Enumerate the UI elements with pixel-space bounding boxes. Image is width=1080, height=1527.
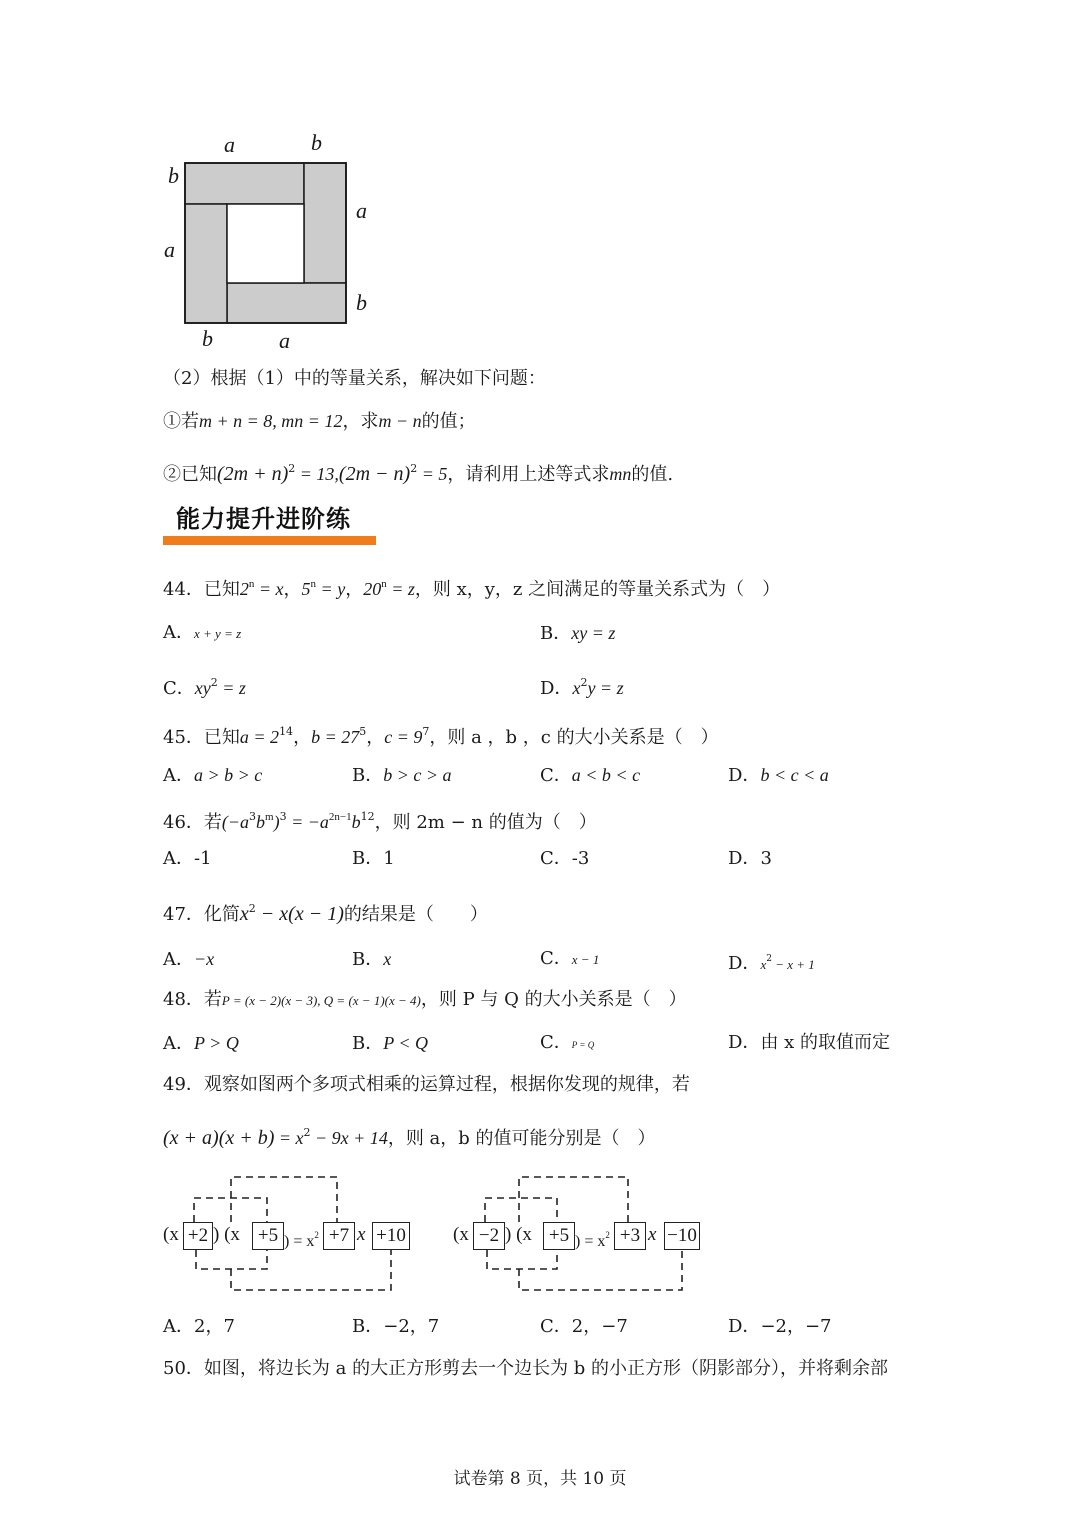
part2-intro: （2）根据（1）中的等量关系，解决如下问题：: [163, 368, 546, 389]
connector-right-top-inner: [485, 1198, 557, 1222]
q45-option-d[interactable]: D．b < c < a: [728, 765, 829, 786]
q47-option-c[interactable]: C．x − 1: [540, 948, 600, 969]
fig-left-box1: +2: [183, 1222, 213, 1250]
label-top-a: a: [224, 132, 235, 157]
rect-bottom: [227, 283, 346, 323]
part2-question-2: ②已知$(2m + n)^2 = 13,(2m - n)^2 = 5$，请利用上述等式求mn的值.: [163, 462, 674, 485]
label-right-a: a: [356, 198, 367, 223]
fig-left-box4: +10: [372, 1222, 410, 1250]
q45-stem: 45．已知$a = 2^{14}$，$b = 27^5$，$c = 9^7$，则 a ，b ，c 的大小关系是（ ）: [163, 725, 719, 748]
rect-right: [304, 163, 346, 283]
label-right-b: b: [356, 290, 367, 315]
section-title-underline: [163, 536, 376, 545]
fig-right-box3: +3: [614, 1222, 646, 1250]
q47-option-b[interactable]: B．x: [352, 949, 392, 970]
q44-option-b[interactable]: B．xy = z: [540, 623, 616, 644]
figure-square-rectangles: [150, 128, 390, 360]
rect-left: [185, 204, 227, 323]
q45-option-c[interactable]: C．a < b < c: [540, 765, 641, 786]
q50-stem: 50．如图，将边长为 a 的大正方形剪去一个边长为 b 的小正方形（阴影部分），并将剩余部: [163, 1358, 889, 1379]
fig-right-box4: −10: [664, 1222, 700, 1250]
fig-left-part1: (x: [163, 1224, 179, 1245]
q48-option-c[interactable]: C．P = Q: [540, 1032, 595, 1053]
part2-question-1: ①若m + n = 8, mn = 12，求m − n的值；: [163, 411, 476, 432]
q49-stem-line2: $(x + a)(x + b) = x^2 - 9x + 14$，则 a，b 的值可能分别是（ ）: [163, 1126, 656, 1149]
q49-option-d[interactable]: D．−2，−7: [728, 1316, 832, 1337]
q46-option-b[interactable]: B．1: [352, 848, 395, 869]
fig-right-box2: +5: [543, 1222, 575, 1250]
label-bottom-a: a: [279, 328, 290, 353]
connector-right-top-outer: [519, 1177, 628, 1222]
q44-option-c[interactable]: C．$xy^2 = z$: [163, 676, 246, 699]
q49-option-b[interactable]: B．−2，7: [352, 1316, 440, 1337]
q48-option-a[interactable]: A．P > Q: [163, 1033, 239, 1054]
q48-option-d[interactable]: D．由 x 的取值而定: [728, 1032, 891, 1053]
q49-stem-line1: 49．观察如图两个多项式相乘的运算过程，根据你发现的规律，若: [163, 1074, 690, 1095]
page-footer: 试卷第 8 页，共 10 页: [453, 1469, 627, 1489]
q48-option-b[interactable]: B．P < Q: [352, 1033, 429, 1054]
q49-option-c[interactable]: C．2，−7: [540, 1316, 628, 1337]
label-bottom-b: b: [202, 326, 213, 351]
fig-right-part4: x: [648, 1224, 657, 1245]
fig-left-part2: ) (x: [213, 1224, 240, 1245]
fig-left-box2: +5: [252, 1222, 284, 1250]
connector-right-bottom-inner: [487, 1250, 557, 1269]
q46-option-d[interactable]: D．3: [728, 848, 772, 869]
label-top-b: b: [311, 130, 322, 155]
inner-square: [227, 204, 304, 283]
connector-left-bottom-outer: [231, 1250, 391, 1290]
connector-left-top-outer: [231, 1177, 337, 1222]
label-left-b: b: [168, 163, 179, 188]
fig-left-box3: +7: [323, 1222, 355, 1250]
fig-left-part3: ) = $x^2$: [284, 1230, 319, 1250]
math-expr: m + n = 8, mn = 12: [199, 411, 343, 431]
fig-right-part2: ) (x: [505, 1224, 532, 1245]
label-left-a: a: [164, 237, 175, 262]
q48-stem: 48．若P = (x − 2)(x − 3), Q = (x − 1)(x − 4)，则 P 与 Q 的大小关系是（ ）: [163, 989, 687, 1010]
fig-left-part4: x: [357, 1224, 366, 1245]
fig-right-part3: ) = $x^2$: [575, 1230, 610, 1250]
q45-option-b[interactable]: B．b > c > a: [352, 765, 452, 786]
math-expr: m − n: [378, 411, 422, 431]
q47-option-d[interactable]: D．$x^2 - x + 1$: [728, 953, 815, 974]
q46-option-a[interactable]: A．-1: [163, 848, 212, 869]
circled-number-1: ①: [163, 411, 181, 432]
q46-stem: 46．若$(-a^3b^m)^3 = -a^{2n-1}b^{12}$，则 2m − n 的值为（ ）: [163, 810, 597, 833]
q44-option-a[interactable]: A．x + y = z: [163, 622, 242, 643]
q49-option-a[interactable]: A．2，7: [163, 1316, 235, 1337]
fig-right-box1: −2: [473, 1222, 505, 1250]
q44-option-d[interactable]: D．$x^2y = z$: [540, 676, 624, 699]
q44-stem: 44．已知$2^n = x$，$5^n = y$，$20^n = z$，则 x，y，z 之间满足的等量关系式为（ ）: [163, 578, 781, 600]
connector-left-bottom-inner: [196, 1250, 267, 1269]
section-title: 能力提升进阶练: [176, 505, 351, 533]
rect-top: [185, 163, 304, 204]
q45-option-a[interactable]: A．a > b > c: [163, 765, 263, 786]
fig-right-part1: (x: [453, 1224, 469, 1245]
connector-right-bottom-outer: [519, 1250, 682, 1290]
q47-option-a[interactable]: A．−x: [163, 949, 215, 970]
q46-option-c[interactable]: C．-3: [540, 848, 590, 869]
q47-stem: 47．化简$x^2 - x(x - 1)$的结果是（ ）: [163, 902, 488, 925]
circled-number-2: ②: [163, 464, 181, 485]
